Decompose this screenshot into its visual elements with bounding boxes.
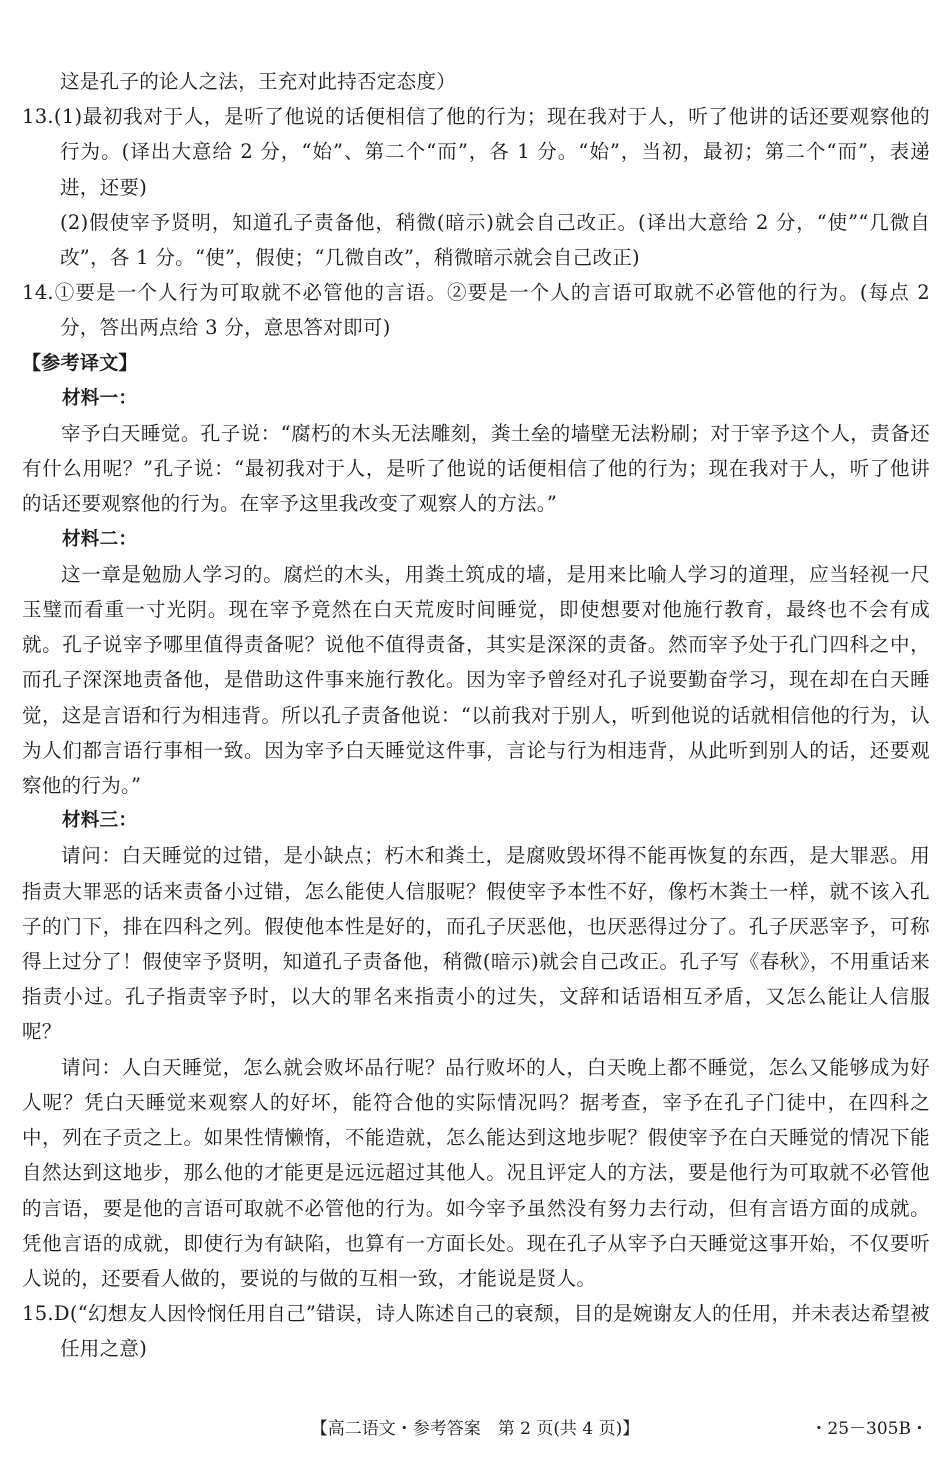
material2-paragraph: 这一章是勉励人学习的。腐烂的木头，用粪土筑成的墙，是用来比喻人学习的道理，应当轻视一尺玉璧而看重一寸光阴。现在宰予竟然在白天荒废时间睡觉，即使想要对他施行教育，最终也不会有成就。孔子说宰予哪里值得责备呢？说他不值得责备，其实是深深的责备。然而宰予处于孔门四科之中，而孔子深深地责备他，是借助这件事来施行教化。因为宰予曾经对孔子说要勤奋学习，现在却在白天睡觉，这是言语和行为相违背。所以孔子责备他说：“以前我对于别人，听到他说的话就相信他的行为，认为人们都言语行事相一致。因为宰予白天睡觉这件事，言论与行为相违背，从此听到别人的话，还要观察他的行为。”	[22, 562, 930, 798]
q15-answer: 15.D(“幻想友人因怜悯任用自己”错误，诗人陈述自己的衰颓，目的是婉谢友人的任用，并未表达希望被任用之意)	[22, 1302, 930, 1361]
material3-paragraph-1: 请问：白天睡觉的过错，是小缺点；朽木和粪土，是腐败毁坏得不能再恢复的东西，是大罪恶。用指责大罪恶的话来责备小过错，怎么能使人信服呢？假使宰予本性不好，像朽木粪土一样，就不该入孔子的门下，排在四科之列。假使他本性是好的，而孔子厌恶他，也厌恶得过分了。孔子厌恶宰予，可称得上过分了！假使宰予贤明，知道孔子责备他，稍微(暗示)就会自己改正。孔子写《春秋》，不用重话来指责小过。孔子指责宰予时，以大的罪名来指责小的过失，文辞和话语相互矛盾，又怎么能让人信服呢？	[22, 844, 930, 1044]
q14-answer: 14.①要是一个人行为可取就不必管他的言语。②要是一个人的言语可取就不必管他的行为。(每点 2 分，答出两点给 3 分，意思答对即可)	[22, 281, 930, 340]
translation-heading: 【参考译文】	[22, 351, 138, 374]
answer-content	[22, 64, 930, 1367]
footer-page-info: 【高二语文・参考答案 第 2 页(共 4 页)】	[310, 1419, 640, 1439]
material3-heading: 材料三：	[62, 810, 138, 832]
material1-paragraph: 宰予白天睡觉。孔子说：“腐朽的木头无法雕刻，粪土垒的墙壁无法粉刷；对于宰予这个人，责备还有什么用呢？”孔子说：“最初我对于人，是听了他说的话便相信了他的行为；现在我对于人，听了他讲的话还要观察他的行为。在宰予这里我改变了观察人的方法。”	[22, 422, 930, 516]
material3-paragraph-2: 请问：人白天睡觉，怎么就会败坏品行呢？品行败坏的人，白天晚上都不睡觉，怎么又能够成为好人呢？凭白天睡觉来观察人的好坏，能符合他的实际情况吗？据考查，宰予在孔子门徒中，在四科之中，列在子贡之上。如果性情懒惰，不能造就，怎么能达到这地步呢？假使宰予在白天睡觉的情况下能自然达到这地步，那么他的才能更是远远超过其他人。况且评定人的方法，要是他行为可取就不必管他的言语，要是他的言语可取就不必管他的行为。如今宰予虽然没有努力去行动，但有言语方面的成就。凭他言语的成就，即使行为有缺陷，也算有一方面长处。现在孔子从宰予白天睡觉这事开始，不仅要听人说的，还要看人做的，要说的与做的互相一致，才能说是贤人。	[22, 1055, 930, 1290]
q13-answer-part2: (2)假使宰予贤明，知道孔子责备他，稍微(暗示)就会自己改正。(译出大意给 2 分，“使”“几微自改”，各 1 分。“使”，假使；“几微自改”，稍微暗示就会自己改正)	[60, 210, 930, 270]
footer-code: ・25－305B・	[810, 1419, 928, 1439]
q13-answer-part1: 13.(1)最初我对于人，是听了他说的话便相信了他的行为；现在我对于人，听了他讲的话还要观察他的行为。(译出大意给 2 分，“始”、第二个“而”，各 1 分。“始”，当初，最初；第二个“而”，表递进，还要)	[22, 105, 930, 199]
material1-heading: 材料一：	[62, 387, 138, 409]
material2-heading: 材料二：	[62, 528, 138, 550]
page-footer	[0, 1414, 950, 1444]
q12-answer-tail: 这是孔子的论人之法，王充对此持否定态度）	[60, 70, 457, 93]
